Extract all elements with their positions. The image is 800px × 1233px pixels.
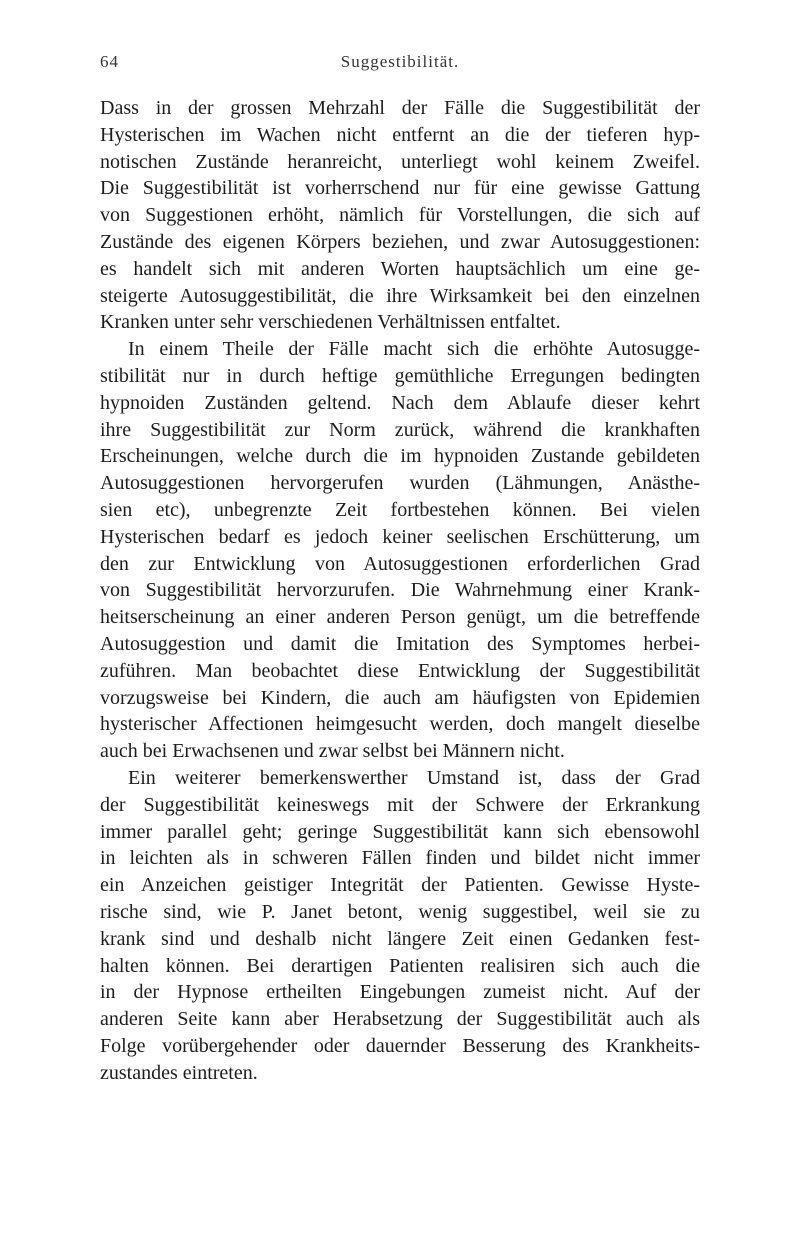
text-line: stibilität nur in durch heftige gemüthliche Erregungen bedingten bbox=[100, 364, 700, 387]
text-line: Ein weiterer bemerkenswerther Umstand ist, dass der Grad bbox=[128, 766, 700, 789]
text-line: hysterischer Affectionen heimgesucht werden, doch mangelt dieselbe bbox=[100, 713, 700, 736]
text-line: ihre Suggestibilität zur Norm zurück, während die krankhaften bbox=[100, 418, 700, 441]
text-line: sien etc), unbegrenzte Zeit fortbestehen können. Bei vielen bbox=[100, 498, 700, 521]
paragraph bbox=[100, 765, 700, 1087]
text-line: von Suggestionen erhöht, nämlich für Vorstellungen, die sich auf bbox=[100, 204, 700, 227]
text-line: hypnoiden Zuständen geltend. Nach dem Ablaufe dieser kehrt bbox=[100, 391, 700, 414]
page-header bbox=[100, 52, 700, 78]
text-line: von Suggestibilität hervorzurufen. Die Wahrnehmung einer Krank- bbox=[100, 579, 700, 602]
text-line: vorzugsweise bei Kindern, die auch am häufigsten von Epidemien bbox=[100, 686, 700, 709]
text-line: Hysterischen im Wachen nicht entfernt an die der tieferen hyp- bbox=[100, 123, 700, 146]
text-line: Dass in der grossen Mehrzahl der Fälle die Suggestibilität der bbox=[100, 97, 700, 119]
paragraph bbox=[100, 336, 700, 765]
text-line: In einem Theile der Fälle macht sich die erhöhte Autosugge- bbox=[128, 338, 700, 361]
text-line: immer parallel geht; geringe Suggestibilität kann sich ebensowohl bbox=[100, 820, 700, 843]
text-line: zuführen. Man beobachtet diese Entwicklung der Suggestibilität bbox=[100, 659, 700, 682]
text-line: Zustände des eigenen Körpers beziehen, und zwar Autosuggestionen: bbox=[100, 230, 700, 253]
text-line: notischen Zustände heranreicht, unterliegt wohl keinem Zweifel. bbox=[100, 150, 700, 173]
text-line: rische sind, wie P. Janet betont, wenig suggestibel, weil sie zu bbox=[100, 900, 700, 923]
paragraph bbox=[100, 95, 700, 336]
text-line: halten können. Bei derartigen Patienten realisiren sich auch die bbox=[100, 954, 700, 977]
text-line: Autosuggestion und damit die Imitation des Symptomes herbei- bbox=[100, 632, 700, 655]
text-line: steigerte Autosuggestibilität, die ihre Wirksamkeit bei den einzelnen bbox=[100, 284, 700, 307]
text-line: Die Suggestibilität ist vorherrschend nur für eine gewisse Gattung bbox=[100, 177, 700, 200]
text-line: zustandes eintreten. bbox=[100, 1061, 258, 1084]
text-line: der Suggestibilität keineswegs mit der Schwere der Erkrankung bbox=[100, 793, 700, 816]
text-line: Erscheinungen, welche durch die im hypnoiden Zustande gebildeten bbox=[100, 445, 700, 468]
text-line: Autosuggestionen hervorgerufen wurden (Lähmungen, Anästhe- bbox=[100, 472, 700, 495]
text-line: in der Hypnose ertheilten Eingebungen zumeist nicht. Auf der bbox=[100, 981, 700, 1004]
text-line: auch bei Erwachsenen und zwar selbst bei Männern nicht. bbox=[100, 740, 565, 763]
body-text bbox=[100, 95, 700, 1086]
text-line: krank sind und deshalb nicht längere Zeit einen Gedanken fest- bbox=[100, 927, 700, 950]
text-line: den zur Entwicklung von Autosuggestionen erforderlichen Grad bbox=[100, 552, 700, 575]
text-line: Folge vorübergehender oder dauernder Besserung des Krankheits- bbox=[100, 1034, 700, 1057]
text-line: es handelt sich mit anderen Worten hauptsächlich um eine ge- bbox=[100, 257, 700, 280]
page-number: 64 bbox=[100, 52, 119, 71]
text-line: anderen Seite kann aber Herabsetzung der Suggestibilität auch als bbox=[100, 1008, 700, 1031]
running-title: Suggestibilität. bbox=[340, 52, 460, 71]
text-line: in leichten als in schweren Fällen finden und bildet nicht immer bbox=[100, 847, 700, 870]
text-line: Hysterischen bedarf es jedoch keiner seelischen Erschütterung, um bbox=[100, 525, 700, 548]
text-line: Kranken unter sehr verschiedenen Verhältnissen entfaltet. bbox=[100, 311, 561, 334]
text-line: ein Anzeichen geistiger Integrität der Patienten. Gewisse Hyste- bbox=[100, 874, 700, 897]
text-line: heitserscheinung an einer anderen Person genügt, um die betreffende bbox=[100, 606, 700, 629]
